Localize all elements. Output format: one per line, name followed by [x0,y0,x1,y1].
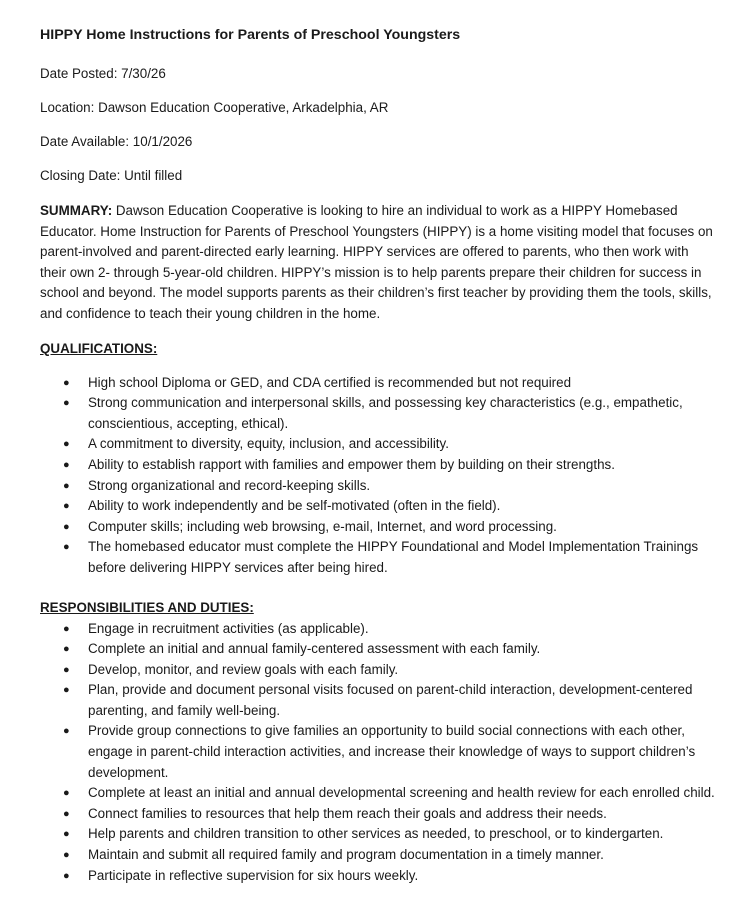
closing-date: Closing Date: Until filled [40,168,183,183]
bullet-icon: ● [63,807,70,820]
bullet-icon: ● [63,663,70,676]
list-item-text: Strong organizational and record-keeping skills. [88,477,371,493]
document-title: HIPPY Home Instructions for Parents of Preschool Youngsters [40,27,461,43]
responsibilities-list [40,619,718,887]
bullet-icon: ● [63,458,70,471]
qualifications-list [40,373,718,579]
bullet-icon: ● [63,500,70,513]
date-posted: Date Posted: 7/30/26 [40,66,166,81]
list-item [40,434,718,455]
list-item [40,721,718,783]
list-item [40,619,718,640]
list-item-text: Participate in reflective supervision for six hours weekly. [88,867,419,883]
bullet-icon: ● [63,376,70,389]
list-item [40,845,718,866]
bullet-icon: ● [63,643,70,656]
bullet-icon: ● [63,479,70,492]
list-item-text: Develop, monitor, and review goals with each family. [88,661,399,677]
list-item-text: Complete at least an initial and annual developmental screening and health review for each enrolled child. [88,785,715,801]
qualifications-heading: QUALIFICATIONS: [40,340,158,356]
bullet-icon: ● [63,397,70,410]
list-item [40,393,718,434]
list-item [40,783,718,804]
list-item-text: Strong communication and interpersonal skills, and possessing key characteristics (e.g., empathetic, conscientious, accepting, ethical). [88,395,683,431]
bullet-icon: ● [63,849,70,862]
list-item-text: Help parents and children transition to other services as needed, to preschool, or to kindergarten. [88,826,664,842]
list-item-text: Ability to establish rapport with families and empower them by building on their strengths. [88,456,615,472]
list-item-text: Engage in recruitment activities (as applicable). [88,620,369,636]
list-item [40,537,718,578]
list-item [40,660,718,681]
list-item-text: A commitment to diversity, equity, inclusion, and accessibility. [88,436,449,452]
date-available: Date Available: 10/1/2026 [40,134,193,149]
bullet-icon: ● [63,787,70,800]
list-item [40,866,718,887]
list-item [40,517,718,538]
list-item [40,639,718,660]
list-item [40,455,718,476]
list-item [40,680,718,721]
list-item [40,476,718,497]
bullet-icon: ● [63,828,70,841]
list-item [40,804,718,825]
list-item-text: Computer skills; including web browsing, e-mail, Internet, and word processing. [88,518,557,534]
bullet-icon: ● [63,684,70,697]
bullet-icon: ● [63,725,70,738]
list-item-text: High school Diploma or GED, and CDA certified is recommended but not required [88,374,572,390]
responsibilities-heading: RESPONSIBILITIES AND DUTIES: [40,599,254,615]
location: Location: Dawson Education Cooperative, Arkadelphia, AR [40,100,389,115]
list-item [40,373,718,394]
list-item-text: Provide group connections to give families an opportunity to build social connections with each other, engage in parent-child interaction activities, and increase their knowledge of ways to support children’s development. [88,723,696,780]
bullet-icon: ● [63,520,70,533]
list-item [40,496,718,517]
list-item-text: Ability to work independently and be self-motivated (often in the field). [88,498,501,514]
list-item [40,824,718,845]
bullet-icon: ● [63,438,70,451]
list-item-text: Plan, provide and document personal visits focused on parent-child interaction, development-centered parenting, and family well-being. [88,682,693,718]
list-item-text: Complete an initial and annual family-centered assessment with each family. [88,641,541,657]
summary-text: Dawson Education Cooperative is looking to hire an individual to work as a HIPPY Homebased Educator. Home Instruction for Parents of Preschool Youngsters (HIPPY) is a home visiting model that focuses on parent-involved and parent-directed early learning. HIPPY services are offered to parents, who then work with their own 2- through 5-year-old children. HIPPY’s mission is to help parents prepare their children for success in school and beyond. The model supports parents as their children’s first teacher by providing them the tools, skills, and confidence to teach their young children in the home. [40,203,713,321]
summary-label: SUMMARY: [40,203,113,218]
bullet-icon: ● [63,869,70,882]
summary-paragraph [40,201,718,325]
list-item-text: The homebased educator must complete the HIPPY Foundational and Model Implementation Trainings before delivering HIPPY services after being hired. [88,539,699,575]
list-item-text: Connect families to resources that help them reach their goals and address their needs. [88,805,607,821]
list-item-text: Maintain and submit all required family and program documentation in a timely manner. [88,847,604,863]
bullet-icon: ● [63,622,70,635]
bullet-icon: ● [63,541,70,554]
